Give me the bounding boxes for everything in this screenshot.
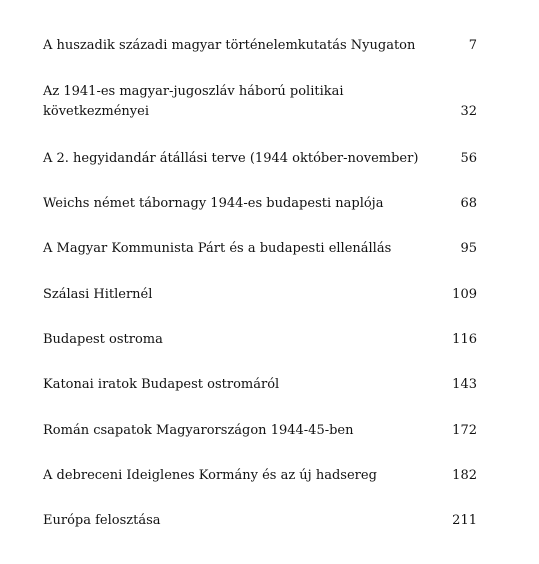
toc-entry-title: Szálasi Hitlernél (43, 287, 153, 302)
toc-entry-page: 56 (460, 151, 477, 166)
toc-entry-title: A 2. hegyidandár átállási terve (1944 október-november) (43, 151, 419, 166)
toc-entry (43, 375, 477, 395)
toc-entry-title: A debreceni Ideiglenes Kormány és az új hadsereg (43, 468, 377, 483)
toc-entry-title: Európa felosztása (43, 513, 161, 528)
toc-entry-page: 182 (452, 468, 477, 483)
toc-entry-page: 211 (452, 513, 477, 528)
toc-entry-title: Román csapatok Magyarországon 1944-45-ben (43, 423, 354, 438)
toc-entry-title: Budapest ostroma (43, 332, 163, 347)
toc-entry-page: 68 (460, 196, 477, 211)
toc-entry (43, 194, 477, 214)
toc-entry (43, 511, 477, 531)
toc-entry (43, 466, 477, 486)
toc-entry (43, 330, 477, 350)
toc-entry (43, 82, 477, 122)
toc-entry (43, 285, 477, 305)
toc-entry (43, 36, 477, 56)
toc-entry (43, 421, 477, 441)
toc-entry (43, 239, 477, 259)
toc-entry-page: 32 (460, 104, 477, 119)
toc-entry-page: 7 (468, 38, 477, 53)
toc-entry-page: 95 (460, 241, 477, 256)
toc-entry-page: 109 (452, 287, 477, 302)
toc-entry-page: 172 (452, 423, 477, 438)
toc-entry-title: A Magyar Kommunista Párt és a budapesti ellenállás (43, 241, 392, 256)
toc-entry-title: A huszadik századi magyar történelemkutatás Nyugaton (43, 38, 416, 53)
toc-entry-page: 143 (452, 377, 477, 392)
toc-entry-title: Az 1941-es magyar-jugoszláv háború politikai következményei (43, 84, 344, 119)
toc-entry (43, 149, 477, 169)
toc-entry-title: Weichs német tábornagy 1944-es budapesti naplója (43, 196, 384, 211)
toc-entry-page: 116 (452, 332, 477, 347)
toc-entry-title: Katonai iratok Budapest ostromáról (43, 377, 280, 392)
